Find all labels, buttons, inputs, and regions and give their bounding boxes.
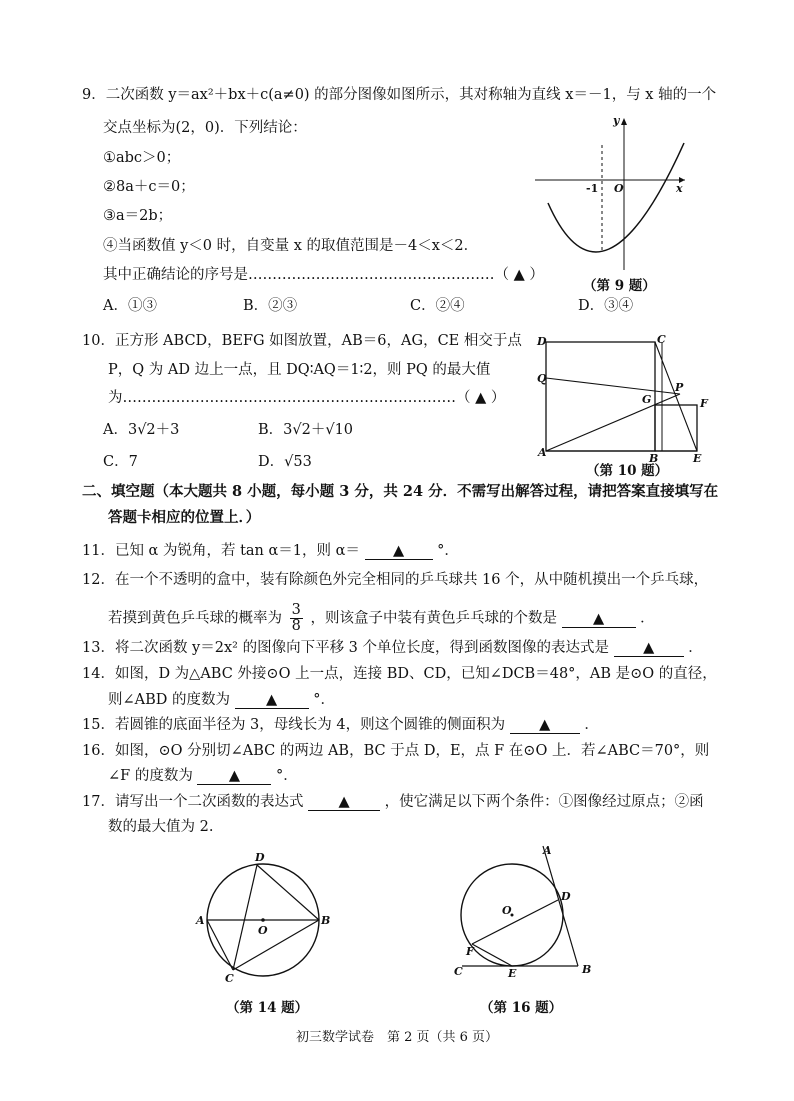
q15-end: ． [584,717,599,733]
q11-answer-blank: ▲ [365,543,433,560]
q13-answer-blank: ▲ [614,640,684,657]
q17-line1 [82,792,704,812]
q12-fraction-numerator: 3 [291,602,301,618]
fig10-line-ce [655,342,697,451]
q17-text-2: ，使它满足以下两个条件：①图像经过原点；②函 [384,794,704,810]
q9-option-b: B．②③ [243,298,298,314]
q13 [82,638,703,658]
fig10-line-qp [546,378,680,394]
q15-answer-blank: ▲ [510,717,580,734]
q10-option-c: C．7 [103,454,138,470]
fig9-label-minus1: -1 [586,182,599,195]
q10-line1: 10．正方形 ABCD，BEFG 如图放置，AB＝6，AG，CE 相交于点 [82,333,522,349]
fig10-label-e: E [693,452,702,465]
fig9-label-y: y [613,114,620,127]
q14-unit: °． [313,692,335,708]
q12-line2 [108,603,655,634]
q12-line1: 12．在一个不透明的盒中，装有除颜色外完全相同的乒乓球共 16 个，从中随机摸出一个乒乓球， [82,572,709,588]
q16-line1: 16．如图，⊙O 分别切∠ABC 的两边 AB，BC 于点 D，E，点 F 在⊙O 上．若∠ABC＝70°，则 [82,743,710,759]
fig10-square-befg [655,405,697,451]
fig9-label-x: x [676,182,683,195]
q9-option-c: C．②④ [410,298,465,314]
fig10-label-c: C [657,333,666,346]
q9-option-a: A．①③ [103,298,157,314]
fig16-caption: （第 16 题） [480,1000,563,1016]
fig14-chord-cd [233,865,257,970]
fig14-chord-db [257,865,319,920]
fig16-label-c: C [454,965,463,978]
page-footer: 初三数学试卷 第 2 页（共 6 页） [295,1030,499,1045]
q9-line1: 9．二次函数 y＝ax²＋bx＋c(a≠0) 的部分图像如图所示，其对称轴为直线 x＝－1，与 x 轴的一个 [82,87,717,103]
q17-answer-blank: ▲ [308,794,380,811]
q13-end: ． [688,640,703,656]
section2-heading-line1: 二、填空题（本大题共 8 小题，每小题 3 分，共 24 分．不需写出解答过程，请把答案直接填写在 [82,483,719,500]
q14-answer-blank: ▲ [235,692,309,709]
fig14-center-dot [261,918,265,922]
q10-option-d: D．√53 [258,454,312,470]
fig10-line-ap [546,394,680,451]
q14-text: 则∠ABD 的度数为 [108,692,231,708]
q9-line2: 交点坐标为(2，0)．下列结论： [103,120,307,136]
fig10-squares [535,333,715,465]
q12-fraction [290,603,303,634]
fig10-caption: （第 10 题） [586,463,669,479]
q17-line2: 数的最大值为 2. [108,819,214,835]
q12-end: ． [640,610,655,627]
q9-conclusion-3: ③a＝2b； [103,208,173,224]
fig16-label-o: O [502,904,512,917]
fig14-label-c: C [225,972,234,985]
q12-fraction-denominator: 8 [291,618,301,634]
fig14-circle-diagram [195,850,340,990]
q9-conclusion-2: ②8a＋c＝0； [103,179,195,195]
q16-unit: °． [276,768,298,784]
q15 [82,715,599,735]
fig14-caption: （第 14 题） [226,1000,309,1016]
q16-answer-blank: ▲ [197,768,271,785]
fig10-label-q: Q [537,372,547,385]
fig16-label-e: E [508,967,517,980]
section2-heading-line2: 答题卡相应的位置上．） [108,509,261,526]
fig10-label-b: B [649,452,659,465]
fig14-label-o: O [258,924,268,937]
q12-answer-blank: ▲ [562,611,636,628]
q14-line2 [108,690,335,710]
q9-conclusion-4: ④当函数值 y＜0 时，自变量 x 的取值范围是－4＜x＜2． [103,238,479,254]
q10-line2: P，Q 为 AD 边上一点，且 DQ∶AQ＝1∶2，则 PQ 的最大值 [108,362,491,378]
fig16-label-f: F [466,945,474,958]
q11-text: 11．已知 α 为锐角，若 tan α＝1，则 α＝ [82,543,360,559]
q15-text: 15．若圆锥的底面半径为 3，母线长为 4，则这个圆锥的侧面积为 [82,717,506,733]
q10-option-a: A．3√2＋3 [103,422,180,438]
q10-option-b: B．3√2＋√10 [258,422,354,438]
q16-line2 [108,766,298,786]
fig9-parabola [548,143,684,252]
q17-text: 17．请写出一个二次函数的表达式 [82,794,304,810]
fig14-label-a: A [196,914,205,927]
q9-stem: 其中正确结论的序号是……………………………………………（ ▲ ） [103,267,544,283]
fig10-square-abcd [546,342,655,451]
fig14-label-d: D [255,851,265,864]
q14-line1: 14．如图，D 为△ABC 外接⊙O 上一点，连接 BD、CD，已知∠DCB＝48°，AB 是⊙O 的直径， [82,666,717,682]
q16-text: ∠F 的度数为 [108,768,193,784]
q13-text: 13．将二次函数 y＝2x² 的图像向下平移 3 个单位长度，得到函数图像的表达式是 [82,640,610,656]
q11-unit: °． [437,543,459,559]
fig10-label-f: F [700,397,708,410]
q11 [82,541,459,561]
fig16-ray-ba [543,846,578,966]
fig10-label-a: A [538,446,547,459]
q9-option-d: D．③④ [578,298,634,314]
fig9-label-o: O [614,182,624,195]
fig10-label-p: P [675,381,684,394]
fig16-label-a: A [543,844,552,857]
fig9-caption: （第 9 题） [583,278,656,294]
q9-conclusion-1: ①abc＞0； [103,150,181,166]
fig16-label-d: D [561,890,571,903]
fig16-chord-fe [472,944,512,966]
fig9-parabola-graph [530,110,695,280]
q12-text: 若摸到黄色乒乓球的概率为 [108,610,282,627]
fig9-y-arrow [621,118,627,125]
fig14-chord-cb [233,920,319,970]
fig10-label-g: G [642,393,652,406]
q12-text-2: ，则该盒子中装有黄色乒乓球的个数是 [310,610,557,627]
q10-line3: 为……………………………………………………………（ ▲ ） [108,390,506,406]
fig10-label-d: D [537,335,547,348]
fig14-label-b: B [321,914,331,927]
fig16-tangent-circle-diagram [450,840,610,990]
fig16-chord-fd [472,900,558,944]
fig16-label-b: B [582,963,592,976]
fig14-chord-ac [207,920,233,970]
